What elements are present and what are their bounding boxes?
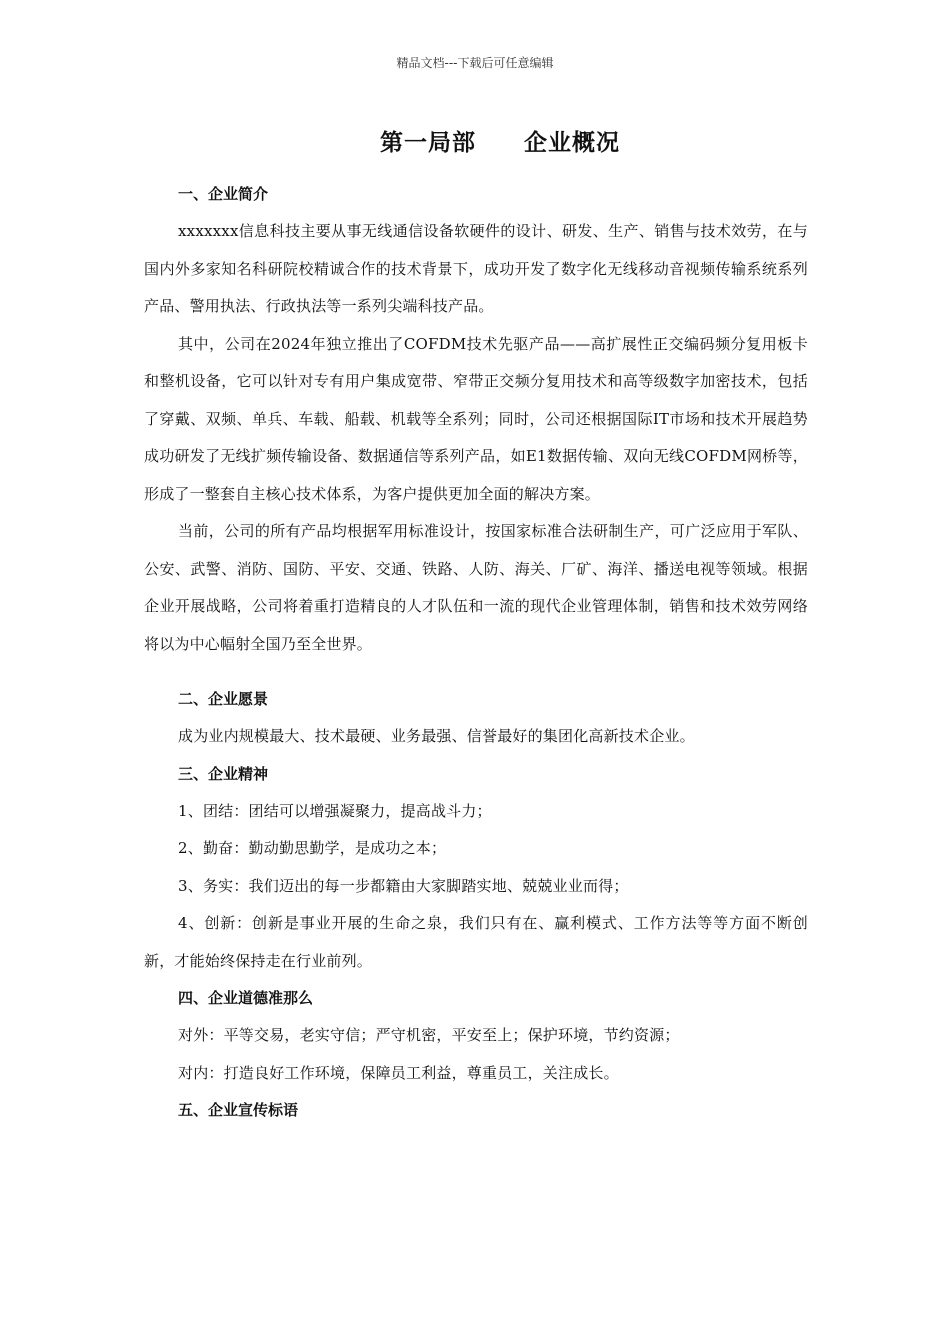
paragraph: xxxxxxx信息科技主要从事无线通信设备软硬件的设计、研发、生产、销售与技术效劳，在与国内外多家知名科研院校精诚合作的技术背景下，成功开发了数字化无线移动音视频传输系统系列产品、警用执法、行政执法等一系列尖端科技产品。 — [144, 222, 808, 315]
section-heading-vision: 二、企业愿景 — [178, 690, 269, 708]
section-heading-ethics: 四、企业道德准那么 — [178, 989, 314, 1007]
list-item: 3、务实：我们迈出的每一步都籍由大家脚踏实地、兢兢业业而得； — [178, 876, 629, 895]
section-heading-intro: 一、企业简介 — [178, 185, 269, 203]
paragraph: 其中，公司在2024年独立推出了COFDM技术先驱产品——高扩展性正交编码频分复用板卡和整机设备，它可以针对专有用户集成宽带、窄带正交频分复用技术和高等级数字加密技术，包括了穿戴、双频、单兵、车载、船载、机载等全系列；同时，公司还根据国际IT市场和技术开展趋势成功研发了无线扩频传输设备、数据通信等系列产品，如E1数据传输、双向无线COFDM网桥等，形成了一整套自主核心技术体系，为客户提供更加全面的解决方案。 — [144, 334, 808, 503]
list-item: 4、创新：创新是事业开展的生命之泉，我们只有在、赢利模式、工作方法等等方面不断创新，才能始终保持走在行业前列。 — [144, 914, 808, 970]
paragraph: 成为业内规模最大、技术最硬、业务最强、信誉最好的集团化高新技术企业。 — [178, 727, 695, 745]
header-note: 精品文档---下载后可任意编辑 — [396, 56, 554, 70]
page-title: 第一局部 企业概况 — [380, 130, 620, 156]
paragraph: 对外：平等交易，老实守信；严守机密，平安至上；保护环境，节约资源； — [178, 1026, 680, 1044]
document-body — [144, 176, 808, 1129]
paragraph: 当前，公司的所有产品均根据军用标准设计，按国家标准合法研制生产，可广泛应用于军队、公安、武警、消防、国防、平安、交通、铁路、人防、海关、厂矿、海洋、播送电视等领域。根据企业开展战略，公司将着重打造精良的人才队伍和一流的现代企业管理体制，销售和技术效劳网络将以为中心幅射全国乃至全世界。 — [144, 522, 808, 653]
section-spacer — [144, 663, 808, 681]
section-heading-slogan: 五、企业宣传标语 — [178, 1101, 299, 1119]
list-item: 2、勤奋：勤动勤思勤学，是成功之本； — [178, 839, 447, 857]
list-item: 1、团结：团结可以增强凝聚力，提高战斗力； — [178, 801, 492, 820]
paragraph: 对内：打造良好工作环境，保障员工利益，尊重员工，关注成长。 — [178, 1063, 619, 1082]
section-heading-spirit: 三、企业精神 — [178, 764, 269, 783]
